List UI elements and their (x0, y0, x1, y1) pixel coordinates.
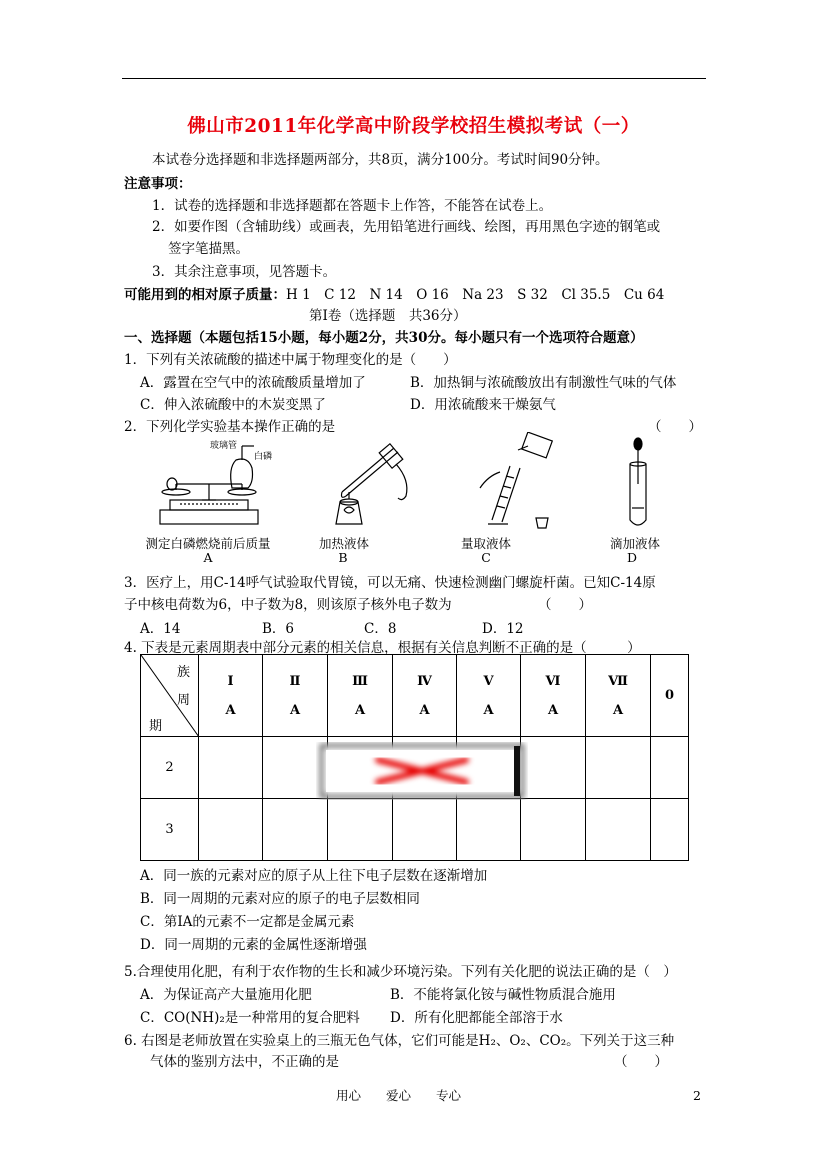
heating-liquid-figure (322, 440, 422, 530)
table-cell (263, 799, 328, 861)
group-header: Ⅳ A (393, 655, 457, 737)
header-group-label: 族 (177, 665, 191, 680)
group-header-zero: 0 (651, 655, 689, 737)
q2-bracket: （ ） (648, 419, 702, 435)
table-cell (651, 799, 689, 861)
q1-stem: 1．下列有关浓硫酸的描述中属于物理变化的是（ ） (124, 352, 457, 368)
q3-option-b: B．6 (262, 621, 295, 637)
balance-figure (150, 438, 268, 530)
q4-option-c: C．第ⅠA的元素不一定都是金属元素 (140, 914, 355, 930)
header-period-label-2: 期 (149, 719, 163, 734)
caption-d: 滴加液体 (609, 536, 660, 551)
q4-option-d: D．同一周期的元素的金属性逐渐增强 (140, 937, 367, 953)
q4-option-b: B．同一周期的元素对应的原子的电子层数相同 (140, 891, 420, 907)
group-header: Ⅰ A (199, 655, 263, 737)
q5-option-d: D．所有化肥都能全部溶于水 (390, 1010, 563, 1026)
volume-title: 第Ⅰ卷（选择题 共36分） (309, 308, 467, 324)
section-title: 一、选择题（本题包括15小题，每小题2分，共30分。每小题只有一个选项符合题意） (124, 330, 644, 346)
q3-option-d: D．12 (482, 621, 524, 637)
q3-option-a: A．14 (140, 621, 181, 637)
q5-option-a: A．为保证高产大量施用化肥 (140, 987, 312, 1003)
period-label: 3 (141, 799, 199, 861)
caption-a: 测定白磷燃烧前后质量 (145, 536, 271, 551)
header-rule (122, 78, 706, 79)
group-header: Ⅶ A (586, 655, 651, 737)
page-title: 佛山市2011年化学高中阶段学校招生模拟考试（一） (187, 116, 640, 137)
q6-bracket: （ ） (614, 1054, 668, 1070)
letter-d: D (626, 550, 638, 565)
letter-b: B (338, 550, 348, 565)
group-header: Ⅲ A (328, 655, 393, 737)
table-cell (199, 799, 263, 861)
q3-line2: 子中核电荷数为6，中子数为8，则该原子核外电子数为 (124, 597, 452, 613)
q5-option-b: B．不能将氯化铵与碱性物质混合施用 (390, 987, 616, 1003)
q1-option-a: A．露置在空气中的浓硫酸质量增加了 (140, 375, 366, 391)
q2-stem: 2．下列化学实验基本操作正确的是 (124, 419, 336, 435)
notice-item: 签字笔描黑。 (168, 241, 249, 257)
notice-item: 3．其余注意事项，见答题卡。 (152, 264, 337, 280)
q4-stem: 4. 下表是元素周期表中部分元素的相关信息，根据有关信息判断不正确的是（ ） (124, 640, 641, 656)
measuring-liquid-figure (470, 432, 570, 530)
atomic-mass-values: H 1 C 12 N 14 O 16 Na 23 S 32 Cl 35.5 Cu 64 (286, 287, 665, 303)
notice-item: 1．试卷的选择题和非选择题都在答题卡上作答，不能答在试卷上。 (152, 198, 553, 214)
table-cell (393, 799, 457, 861)
table-corner-cell (141, 655, 199, 737)
table-cell (586, 799, 651, 861)
q1-option-c: C．伸入浓硫酸中的木炭变黑了 (140, 397, 326, 413)
q1-option-b: B．加热铜与浓硫酸放出有制激性气味的气体 (410, 375, 677, 391)
white-phosphorus-label: 白磷 (254, 452, 273, 462)
table-cell (521, 737, 586, 799)
dropping-liquid-figure (618, 436, 658, 530)
notice-item: 2．如要作图（含辅助线）或画表，先用铅笔进行画线、绘图，再用黑色字迹的钢笔或 (152, 219, 661, 235)
letter-a: A (203, 550, 213, 565)
q1-option-d: D．用浓硫酸来干燥氨气 (410, 397, 556, 413)
period-label: 2 (141, 737, 199, 799)
table-cell (586, 737, 651, 799)
table-cell (651, 737, 689, 799)
table-cell (457, 799, 521, 861)
atomic-mass-label: 可能用到的相对原子质量： (124, 287, 286, 303)
q5-stem: 5.合理使用化肥，有利于农作物的生长和减少环境污染。下列有关化肥的说法正确的是（ ） (124, 964, 677, 980)
atomic-mass-line (124, 283, 664, 303)
q4-option-a: A．同一族的元素对应的原子从上往下电子层数在逐渐增加 (140, 868, 488, 884)
caption-c: 量取液体 (460, 536, 511, 551)
group-header: Ⅱ A (263, 655, 328, 737)
q6-line2: 气体的鉴别方法中，不正确的是 (150, 1054, 339, 1070)
q3-option-c: C．8 (364, 621, 397, 637)
intro-text: 本试卷分选择题和非选择题两部分，共8页，满分100分。考试时间90分钟。 (152, 152, 609, 168)
table-cell (328, 799, 393, 861)
q5-option-c: C．CO(NH)₂是一种常用的复合肥料 (140, 1010, 360, 1026)
group-header: Ⅴ A (457, 655, 521, 737)
notice-heading: 注意事项： (124, 176, 192, 192)
caption-b: 加热液体 (318, 536, 369, 551)
page-number: 2 (693, 1088, 701, 1103)
glass-tube-label: 玻璃管 (210, 441, 238, 451)
header-period-label-1: 周 (177, 693, 191, 708)
q3-bracket: （ ） (538, 597, 592, 613)
table-cell (199, 737, 263, 799)
table-cell (521, 799, 586, 861)
q6-line1: 6. 右图是老师放置在实验桌上的三瓶无色气体，它们可能是H₂、O₂、CO₂。下列关于这三种 (124, 1033, 675, 1049)
footer-slogan: 用心 爱心 专心 (336, 1088, 462, 1103)
broken-image-placeholder (316, 742, 528, 800)
letter-c: C (481, 550, 491, 565)
q3-line1: 3．医疗上，用C-14呼气试验取代胃镜，可以无痛、快速检测幽门螺旋杆菌。已知C-14原 (124, 575, 656, 591)
group-header: Ⅵ A (521, 655, 586, 737)
